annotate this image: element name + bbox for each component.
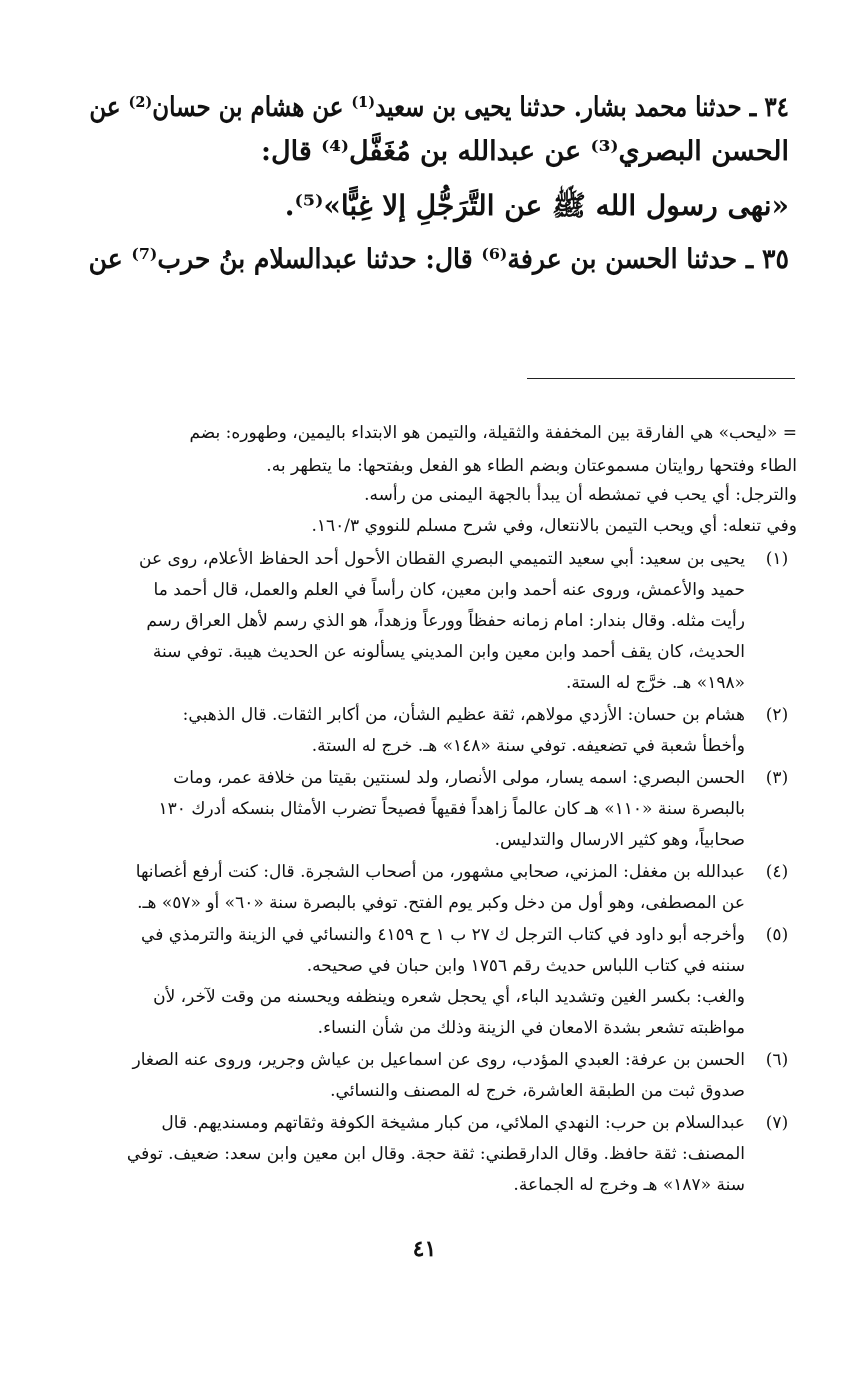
footnote-line: الطاء وفتحها روايتان مسموعتان وبضم الطاء هو الفعل وبفتحها: ما يتطهر به. [266, 456, 797, 476]
footnote-line: والترجل: أي يحب في تمشطه أن يبدأ بالجهة اليمنى من رأسه. [364, 485, 797, 505]
footnote-line: عن المصطفى، وهو أول من دخل وكبر يوم الفتح. توفي بالبصرة سنة «٦٠» أو «٥٧» هـ. [137, 893, 745, 913]
footnote-line: سنة «١٨٧» هـ وخرج له الجماعة. [513, 1175, 745, 1195]
footnote-line: الحديث، كان يقف أحمد وابن معين وابن المديني يسألونه عن الحديث هيبة. توفي سنة [152, 642, 745, 662]
footnote-divider [527, 378, 795, 379]
footnote-line: «١٩٨» هـ. خرَّج له الستة. [565, 673, 745, 693]
footnote-line: هشام بن حسان: الأزدي مولاهم، ثقة عظيم الشأن، من أكابر الثقات. قال الذهبي: [182, 705, 745, 725]
footnote-number: (١) [765, 549, 789, 569]
hadith-line [89, 88, 789, 128]
hadith-line [89, 132, 789, 172]
hadith-line-text: «نهى رسول الله ﷺ عن التَّرَجُّلِ إلا غِبًّا»⁽⁵⁾. [284, 189, 789, 222]
footnote-line: رأيت مثله. وقال بندار: امام زمانه حفظاً وورعاً وزهداً، هو الذي رسم لأهل العراق رسم [146, 611, 745, 631]
page-number: ٤١ [412, 1236, 437, 1262]
footnote-line: مواظبته تشعر بشدة الامعان في الزينة وذلك من شأن النساء. [317, 1018, 745, 1038]
footnote-line: وأخرجه أبو داود في كتاب الترجل ك ٢٧ ب ١ ح ٤١٥٩ والنسائي في الزينة والترمذي في [141, 925, 745, 945]
footnote-line: يحيى بن سعيد: أبي سعيد التميمي البصري القطان الأحول أحد الحفاظ الأعلام، روى عن [139, 549, 745, 569]
hadith-line-text: حدثنا الحسن بن عرفة⁽⁶⁾ قال: حدثنا عبدالسلام بنُ حرب⁽⁷⁾ عن [88, 244, 738, 275]
footnote-line: والغب: بكسر الغين وتشديد الباء، أي يحجل شعره وينظفه ويحسنه من وقت لآخر، لأن [153, 987, 745, 1007]
hadith-quote [89, 186, 789, 226]
hadith-number: ٣٥ ـ [745, 244, 789, 275]
footnote-line: وأخطأ شعبة في تضعيفه. توفي سنة «١٤٨» هـ. خرج له الستة. [311, 736, 745, 756]
footnote-line: الحسن بن عرفة: العبدي المؤدب، روى عن اسماعيل بن عياش وجرير، وروى عنه الصغار [132, 1050, 745, 1070]
footnote-line: حميد والأعمش، وروى عنه أحمد وابن معين، كان رأساً في العلم والعمل، قال أحمد ما [153, 580, 745, 600]
footnote-line: بالبصرة سنة «١١٠» هـ كان عالماً زاهداً فقيهاً فصيحاً تضرب الأمثال بنسكه أدرك ١٣٠ [158, 799, 745, 819]
footnote-number: (٣) [765, 768, 789, 788]
hadith-line-text: حدثنا محمد بشار. حدثنا يحيى بن سعيد⁽¹⁾ عن هشام بن حسان⁽²⁾ عن [89, 92, 742, 123]
footnote-number: (٥) [765, 925, 789, 945]
hadith-number: ٣٤ ـ [749, 92, 789, 123]
footnote-line: صدوق ثبت من الطبقة العاشرة، خرج له المصنف والنسائي. [330, 1081, 745, 1101]
footnote-number: (٢) [765, 705, 789, 725]
hadith-line [88, 240, 789, 280]
footnote-line: = «ليحب» هي الفارقة بين المخففة والثقيلة، والتيمن هو الابتداء باليمين، وطهوره: بضم [189, 423, 797, 443]
footnote-line: عبدالله بن مغفل: المزني، صحابي مشهور، من أصحاب الشجرة. قال: كنت أرفع أغصانها [135, 862, 745, 882]
footnote-line: الحسن البصري: اسمه يسار، مولى الأنصار، ولد لسنتين بقيتا من خلافة عمر، ومات [173, 768, 745, 788]
footnote-line: صحابياً، وهو كثير الارسال والتدليس. [494, 830, 745, 850]
footnote-line: المصنف: ثقة حافظ. وقال الدارقطني: ثقة حجة. وقال ابن معين وابن سعد: ضعيف. توفي [126, 1144, 745, 1164]
footnote-line: وفي تنعله: أي ويحب التيمن بالانتعال، وفي شرح مسلم للنووي ١٦٠/٣. [311, 516, 797, 536]
footnote-number: (٤) [765, 862, 789, 882]
footnote-number: (٧) [765, 1113, 789, 1133]
footnote-line: سننه في كتاب اللباس حديث رقم ١٧٥٦ وابن حبان في صحيحه. [306, 956, 745, 976]
hadith-line-text: الحسن البصري⁽³⁾ عن عبدالله بن مُغَفَّل⁽⁴⁾ قال: [261, 136, 789, 167]
footnote-number: (٦) [765, 1050, 789, 1070]
footnote-line: عبدالسلام بن حرب: النهدي الملائي، من كبار مشيخة الكوفة وثقاتهم ومسنديهم. قال [161, 1113, 745, 1133]
